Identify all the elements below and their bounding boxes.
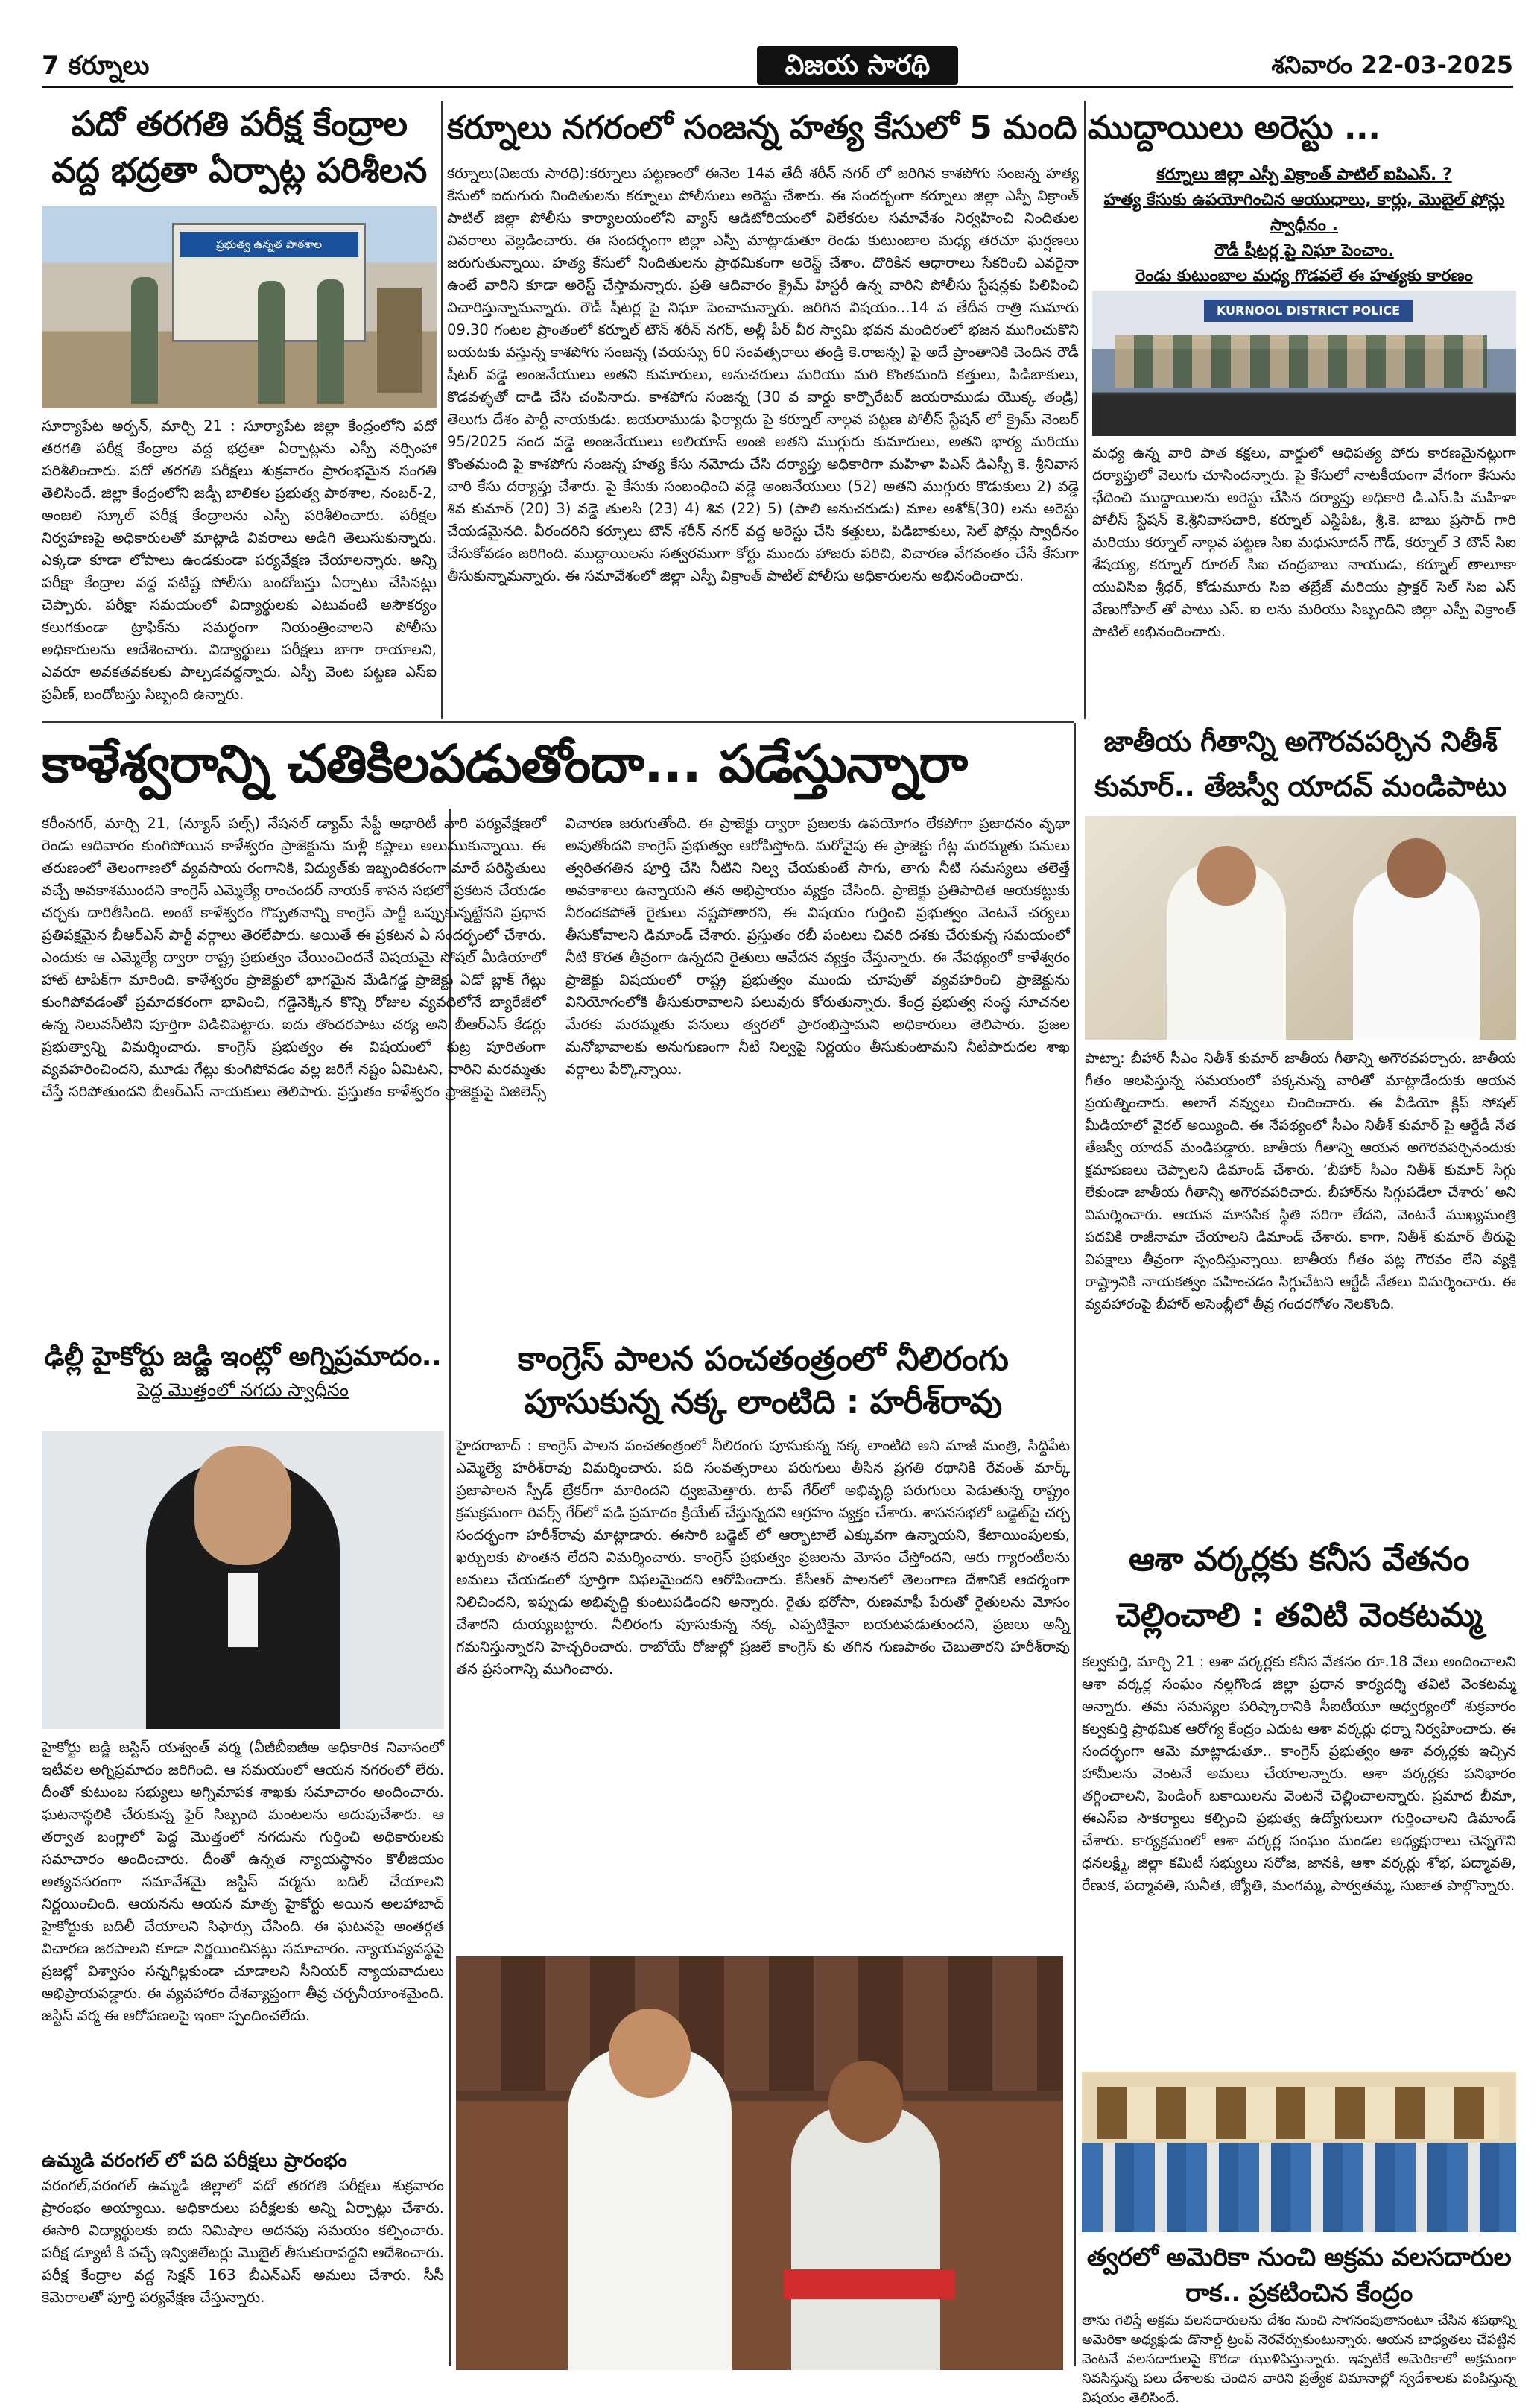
- headline: కాంగ్రెస్ పాలన పంచతంత్రంలో నీలిరంగు పూసుకున్న నక్క లాంటిది : హరీశ్‌రావు: [517, 1340, 1009, 1421]
- page-label: 7 కర్నూలు: [42, 51, 150, 80]
- headline: జాతీయ గీతాన్ని అగౌరవపర్చిన నితీశ్ కుమార్.. తేజస్వీ యాదవ్ మండిపాటు: [1094, 725, 1506, 803]
- story-sp-statement: [1092, 162, 1516, 718]
- story-harish-body: [456, 1435, 1070, 1949]
- school-sign: ప్రభుత్వ ఉన్నత పాఠశాల: [180, 232, 358, 257]
- column-rule: [1074, 723, 1076, 2366]
- date-label: శనివారం 22-03-2025: [1271, 51, 1513, 79]
- key-points: [1092, 162, 1516, 289]
- story-harish-rao: [456, 1338, 1070, 1427]
- headline: ఢిల్లీ హైకోర్టు జడ్జి ఇంట్లో అగ్నిప్రమాదం..: [44, 1342, 442, 1372]
- story-hc-fire-body: [42, 1737, 444, 2139]
- story-warangal-exams: [42, 2146, 444, 2370]
- story-asha-body: [1082, 1651, 1516, 2064]
- headline: ఆశా వర్కర్లకు కనీస వేతనం చెల్లించాలి : తవిటి వెంకటమ్మ: [1115, 1540, 1483, 1634]
- article-body: కల్వకుర్తి, మార్చి 21 : ఆశా వర్కర్లకు కనీస వేతనం రూ.18 వేలు అందించాలని ఆశా వర్కర్ల సంఘం నల్లగొండ జిల్లా ప్రధాన కార్యదర్శి తవిటి వెంకటమ్మ అన్నారు. తమ సమస్యల పరిష్కారానికి సీఐటీయూ ఆధ్వర్యంలో శుక్రవారం కల్వకుర్తి ప్రాథమిక ఆరోగ్య కేంద్రం ఎదుట ఆశా వర్కర్లు ధర్నా నిర్వహించారు. ఈ సందర్భంగా ఆమె మాట్లాడుతూ.. కాంగ్రెస్ ప్రభుత్వం ఆశా వర్కర్లకు ఇచ్చిన హామీలను వెంటనే అమలు చేయాలన్నారు. ఆశా వర్కర్లకు పనిభారం తగ్గించాలని, పెండింగ్ బకాయిలను వెంటనే చెల్లించాలన్నారు. ప్రమాద బీమా, ఈఎస్ఐ సౌకర్యాలు కల్పించి ప్రభుత్వ ఉద్యోగులుగా గుర్తించాలని డిమాండ్ చేశారు. కార్యక్రమంలో ఆశా వర్కర్ల సంఘం మండల అధ్యక్షురాలు చెన్నగౌని ధనలక్ష్మి, జిల్లా కమిటీ సభ్యులు సరోజ, జానకి, ఆశా వర్కర్లు శోభ, పద్మావతి, రేణుక, పద్మావతి, సునీత, జ్యోతి, మంగమ్మ, పార్వతమ్మ, సుజాత పాల్గొన్నారు.: [1082, 1653, 1516, 1894]
- key-point: రౌడీ షీటర్ల పై నిఘా పెంచాం.: [1214, 241, 1394, 260]
- story-murder-body: [447, 162, 1079, 718]
- article-body: మధ్య ఉన్న వారి పాత కక్షలు, వార్డులో ఆధిపత్య పోరు కారణమైనట్లుగా దర్యాప్తులో వెలుగు చూసిందన్నారు. పై కేసులో నాటకీయంగా వేగంగా కేసును ఛేదించి ముద్దాయిలను అరెస్టు చేసిన దర్యాప్తు అధికారి డి.ఎస్.పి మహిళా పోలీస్ స్టేషన్ కె.శ్రీనివాసచారి, కర్నూల్ ఎస్డిపిఓ, శ్రీ.కె. బాబు ప్రసాద్ గారి మరియు కర్నూల్ నాల్గవ పట్టణ సిఐ మధుసూదన్ గౌడ్, కర్నూల్ 3 టౌన్ సిఐ శేషయ్య, కర్నూల్ రూరల్ సిఐ చంద్రబాబు నాయుడు, కర్నూల్ తాలూకా యువిసిఐ శ్రీధర్, కోడుమూరు సిఐ తబ్రేజ్ మరియు ప్రాక్షర్ సెల్ సిఐ ఎస్ వేణుగోపాల్ తో పాటు ఎస్. ఐ లను మరియు సిబ్బందిని జిల్లా ఎస్పీ విక్రాంత్ పాటిల్ అభినందించారు.: [1092, 444, 1516, 640]
- article-body: హైదరాబాద్ : కాంగ్రెస్ పాలన పంచతంత్రంలో నీలిరంగు పూసుకున్న నక్క లాంటిది అని మాజీ మంత్రి, సిద్దిపేట ఎమ్మెల్యే హరీశ్‌రావు విమర్శించారు. పది సంవత్సరాలు పరుగులు తీసిన ప్రగతి రథానికి రేవంత్ మార్క్ ప్రజాపాలన స్పీడ్ బ్రేకర్‌గా మారిందని ధ్వజమెత్తారు. టాప్ గేర్‌లో అభివృద్ధి పరుగులు పెడుతున్న రాష్ట్రం క్రమక్రమంగా రివర్స్ గేర్‌లో పడి ప్రమాదం క్రియేట్ చేస్తున్నదని ఆగ్రహం వ్యక్తం చేశారు. శాసనసభలో బడ్జెట్‌పై చర్చ సందర్భంగా హరీశ్‌రావు మాట్లాడారు. ఈసారి బడ్జెట్ లో ఆర్భాటాలే ఎక్కువగా ఉన్నాయని, కేటాయింపులకు, ఖర్చులకు పొంతన లేదని విమర్శించారు. కాంగ్రెస్ ప్రభుత్వం ప్రజలను మోసం చేస్తోందని, ఆరు గ్యారంటీలను అమలు చేయడంలో పూర్తిగా విఫలమైందని ఆరోపించారు. కేసీఆర్ పాలనలో తెలంగాణ దేశానికే ఆదర్శంగా నిలిచిందని, ఇప్పుడు అభివృద్ధి కుంటుపడిందని అన్నారు. రైతు భరోసా, రుణమాఫీ పేరుతో రైతులను మోసం చేశారని దుయ్యబట్టారు. నీలిరంగు పూసుకున్న నక్క ఎప్పటికైనా బయటపడుతుందని, ప్రజలు అన్నీ గమనిస్తున్నారని హెచ్చరించారు. రాబోయే రోజుల్లో ప్రజలే కాంగ్రెస్ కు తగిన గుణపాఠం చెబుతారని హరీశ్‌రావు తన ప్రసంగాన్ని ముగించారు.: [456, 1437, 1070, 1678]
- asha-protest-photo: [1082, 2072, 1516, 2232]
- headline: పదో తరగతి పరీక్ష కేంద్రాల వద్ద భద్రతా ఏర్పాట్ల పరిశీలన: [51, 104, 427, 190]
- exam-center-photo: [42, 206, 437, 408]
- headline: కర్నూలు నగరంలో సంజన్న హత్య కేసులో 5 మంది ముద్దాయిలు అరెస్టు ...: [447, 109, 1381, 147]
- story-hc-fire: [42, 1338, 444, 1420]
- column-rule: [1084, 101, 1086, 719]
- section-rule: [42, 721, 1074, 723]
- article-body: హైకోర్టు జడ్జి జస్టిస్ యశ్వంత్ వర్మ (వీజీబీఐజీఅ అధికారిక నివాసంలో ఇటీవల అగ్నిప్రమాదం జరిగింది. ఆ సమయంలో ఆయన నగరంలో లేరు. దీంతో కుటుంబ సభ్యులు అగ్నిమాపక శాఖకు సమాచారం అందించారు. ఘటనాస్థలికి చేరుకున్న ఫైర్ సిబ్బంది మంటలను అదుపుచేశారు. ఆ తర్వాత బంగ్లాలో పెద్ద మొత్తంలో నగదును గుర్తించి అధికారులకు సమాచారం అందించారు. దీంతో ఉన్నత న్యాయస్థానం కొలీజియం అత్యవసరంగా సమావేశమై జస్టిస్ వర్మను బదిలీ చేయాలని నిర్ణయించింది. ఆయనను ఆయన మాతృ హైకోర్టు అయిన అలహాబాద్ హైకోర్టుకు బదిలీ చేయాలని సిఫార్సు చేసింది. ఈ ఘటనపై అంతర్గత విచారణ జరపాలని కూడా నిర్ణయించినట్లు సమాచారం. న్యాయవ్యవస్థపై ప్రజల్లో విశ్వాసం సన్నగిల్లకుండా చూడాలని సీనియర్ న్యాయవాదులు అభిప్రాయపడ్డారు. ఈ వ్యవహారం దేశవ్యాప్తంగా తీవ్ర చర్చనీయాంశమైంది. జస్టిస్ వర్మ ఈ ఆరోపణలపై ఇంకా స్పందించలేదు.: [42, 1739, 444, 2024]
- article-body: సూర్యాపేట అర్బన్, మార్చి 21 : సూర్యాపేట జిల్లా కేంద్రంలోని పదో తరగతి పరీక్ష కేంద్రాల వద్ద భద్రతా ఏర్పాట్లను ఎస్పీ నర్సింహా పరిశీలించారు. పదో తరగతి పరీక్షలు శుక్రవారం ప్రారంభమైన సంగతి తెలిసిందే. జిల్లా కేంద్రంలోని జడ్పీ బాలికల ప్రభుత్వ పాఠశాల, నంబర్-2, అంజలి స్కూల్ పరీక్ష కేంద్రాలను ఎస్పీ పరిశీలించారు. పరీక్షల నిర్వహణపై అధికారులతో మాట్లాడి వివరాలు అడిగి తెలుసుకున్నారు. ఎక్కడా కూడా లోపాలు ఉండకుండా పర్యవేక్షణ చేయాలన్నారు. అన్ని పరీక్షా కేంద్రాల వద్ద పటిష్ట పోలీసు బందోబస్తు ఏర్పాటు చేసినట్లు చెప్పారు. పరీక్షా సమయంలో విద్యార్థులకు ఎటువంటి అసౌకర్యం కలుగకుండా ట్రాఫిక్‌ను సమర్థంగా నియంత్రించాలని పోలీసు అధికారులను ఆదేశించారు. విద్యార్థులు పరీక్షలు బాగా రాయాలని, ఎవరూ అవకతవకలకు పాల్పడవద్దన్నారు. ఎస్పీ వెంట పట్టణ ఎస్ఐ ప్రవీణ్, బందోబస్తు సిబ్బంది ఉన్నారు.: [42, 417, 437, 703]
- article-body: వరంగల్,వరంగల్ ఉమ్మడి జిల్లాలో పదో తరగతి పరీక్షలు శుక్రవారం ప్రారంభం అయ్యాయి. అధికారులు పరీక్షలకు అన్ని ఏర్పాట్లు చేశారు. ఈసారి విద్యార్థులకు ఐదు నిమిషాల అదనపు సమయం కల్పించారు. పరీక్ష డ్యూటీ కి వచ్చే ఇన్విజిలేటర్లు మొబైల్ తీసుకురావద్దని ఆదేశించారు. పరీక్ష కేంద్రాల వద్ద సెక్షన్ 163 బీఎన్ఎస్ అమలు చేశారు. సీసీ కెమెరాలతో పూర్తి పర్యవేక్షణ చేస్తున్నారు.: [42, 2176, 444, 2306]
- nitish-photo: [1085, 816, 1516, 1040]
- article-body: పాట్నా: బీహార్ సీఎం నితీశ్ కుమార్ జాతీయ గీతాన్ని అగౌరవపర్చారు. జాతీయ గీతం ఆలపిస్తున్న సమయంలో పక్కనున్న వారితో మాట్లాడేందుకు ఆయన ప్రయత్నించారు. అలాగే నవ్వులు చిందించారు. ఈ వీడియో క్లిప్ సోషల్ మీడియాలో వైరల్ అయ్యింది. ఈ నేపథ్యంలో సీఎం నితీశ్ కుమార్ పై ఆర్జేడీ నేత తేజస్వీ యాదవ్ మండిపడ్డారు. జాతీయ గీతాన్ని ఆయన అగౌరవపర్చినందుకు క్షమాపణలు చెప్పాలని డిమాండ్ చేశారు. ‘బీహార్ సీఎం నితీశ్ కుమార్ సిగ్గు లేకుండా జాతీయ గీతాన్ని అగౌరవపరిచారు. బీహార్‌ను సిగ్గుపడేలా చేశారు’ అని విమర్శించారు. ఆయన మానసిక స్థితి సరిగా లేదని, వెంటనే ముఖ్యమంత్రి పదవికి రాజీనామా చేయాలని డిమాండ్ చేశారు. కాగా, నితీశ్ కుమార్ తీరుపై విపక్షాలు తీవ్రంగా స్పందిస్తున్నాయి. జాతీయ గీతం పట్ల గౌరవం లేని వ్యక్తి రాష్ట్రానికి నాయకత్వం వహించడం సిగ్గుచేటని ఆర్జేడీ నేతలు విమర్శించారు. ఈ వ్యవహారంపై బీహార్ అసెంబ్లీలో తీవ్ర గందరగోళం నెలకొంది.: [1085, 1050, 1516, 1312]
- headline: ఉమ్మడి వరంగల్ లో పది పరీక్షలు ప్రారంభం: [42, 2149, 347, 2171]
- key-point: రెండు కుటుంబాల మధ్య గొడవలే ఈ హత్యకు కారణం: [1135, 267, 1473, 285]
- story-kaleshwaram-body: [42, 812, 1070, 1334]
- article-body: కర్నూలు(విజయ సారథి):కర్నూలు పట్టణంలో ఈనెల 14వ తేదీ శరీన్ నగర్ లో జరిగిన కాశపోగు సంజన్న హత్య కేసులో ఐదుగురు నిందితులను కర్నూలు పోలీసులు అరెస్టు చేశారు. ఈ సందర్భంగా కర్నూలు జిల్లా ఎస్పీ విక్రాంత్ పాటిల్ జిల్లా పోలీసు కార్యాలయంలోని వ్యాస్ ఆడిటోరియంలో విలేకరుల సమావేశం నిర్వహించి నిందితుల వివరాలు వెల్లడించారు. ఈ సందర్భంగా జిల్లా ఎస్పీ మాట్లాడుతూ రెండు కుటుంబాల మధ్య తరచూ ఘర్షణలు జరుగుతున్నాయి. హత్య కేసులో నిందితులను ప్రాథమికంగా అరెస్ట్ చేశాం. దొరికిన ఆధారాలు సేకరించి ఎవరైనా ఉంటే వారిని కూడా అరెస్ట్ చేస్తామన్నారు. ప్రతి ఆదివారం క్రైమ్ హిస్టరీ ఉన్న వారిని పోలీసు స్టేషన్లకు పిలిపించి విచారిస్తున్నామన్నారు. రౌడీ షీటర్ల పై నిఘా పెంచామన్నారు. జరిగిన విషయం...14 వ తేదీన రాత్రి సుమారు 09.30 గంటల ప్రాంతంలో కర్నూల్ టౌన్ శరీన్ నగర్, అల్లీ పీర్ వీర స్వామి భవన మందిరంలో భజన ముగించుకొని బయటకు వస్తున్న కాశపోగు సంజన్న (వయస్సు 60 సంవత్సరాలు తండ్రి కె.రాజన్న) పై అదే ప్రాంతానికి చెందిన రౌడీ షీటర్ వడ్డె అంజనేయులు అతని కుమారులు, అనుచరులు మరియు మరి కొంతమంది కత్తులు, పిడిబాకులు, కొడవళ్ళతో దాడి చేసి చంపినారు. కాశపోగు సంజన్న (30 వ వార్డు కార్పొరేటర్ జయరాముడు యొక్క తండ్రి) తెలుగు దేశం పార్టీ నాయకుడు. జయరాముడు ఫిర్యాదు పై కర్నూల్ నాల్గవ పట్టణ పోలీస్ స్టేషన్ లో క్రైమ్ నెంబర్ 95/2025 నంద వడ్డె అంజనేయులు అలియాస్ అంజి అతని ముగ్గురు కుమారులు, అతని భార్య మరియు కొంతమంది పై కాశపోగు సంజన్న హత్య కేసు నమోదు చేసి దర్యాప్తు అధికారిగా మహిళా పిఎస్ డిఎస్పీ కె. శ్రీనివాస చారి కేసు దర్యాప్తు చేశారు. పై కేసుకు సంబంధించి వడ్డె అంజనేయులు (52) అతని ముగ్గురు కొడుకులు 2) వడ్డె శివ కుమార్ (20) 3) వడ్డె తులసి (23) 4) శివ (22) 5) (పాలి అనుచరుడు) మాల అశోక్(30) లను అరెస్టు చేయడమైనది. వీరందరిని కర్నూలు టౌన్ శరీన్ నగర్ వద్ద అరెస్టు చేసి కత్తులు, పిడిబాకులు, సెల్ ఫోన్లు స్వాధీనం చేసుకోవడం జరిగింది. ముద్దాయిలను సత్వరముగా కోర్టు ముందు హాజరు పరిచి, విచారణ వేగవంతం చేసే కేసుగా తీసుకున్నామన్నారు. ఈ సమావేశంలో జిల్లా ఎస్పీ విక్రాంత్ పాటిల్ పోలీసు అధికారులను అభినందించారు.: [447, 165, 1079, 584]
- masthead: [42, 46, 1513, 88]
- police-banner: KURNOOL DISTRICT POLICE: [1204, 300, 1413, 322]
- judge-photo: [42, 1431, 444, 1729]
- story-us-immigrants: [1082, 2240, 1516, 2406]
- subheadline: పెద్ద మొత్తంలో నగదు స్వాధీనం: [137, 1380, 349, 1400]
- column-rule: [441, 101, 443, 719]
- story-murder-case: [447, 104, 1516, 157]
- story-kaleshwaram: [42, 727, 1070, 809]
- key-point: కర్నూలు జిల్లా ఎస్పీ విక్రాంత్ పాటిల్ ఐపిఎస్. ?: [1156, 165, 1452, 184]
- article-body: కరీంనగర్, మార్చి 21, (న్యూస్ పల్స్) నేషనల్ డ్యామ్ సేఫ్టీ అథారిటీ వారి పర్యవేక్షణలో రెండు ఆదివారం కుంగిపోయిన కాళేశ్వరం ప్రాజెక్టును మళ్లీ కష్టాలు అలుముకున్నాయి. ఈ తరుణంలో తెలంగాణలో వ్యవసాయ రంగానికి, విద్యుత్‌కు ఇబ్బందికరంగా మారే పరిస్థితులు వచ్చే అవకాశముందని కాంగ్రెస్ ఎమ్మెల్యే రాంచందర్ నాయక్ శాసన సభలో ప్రకటన చేయడం చర్చకు దారితీసింది. అంటే కాళేశ్వరం గొప్పతనాన్ని కాంగ్రెస్ పార్టీ ఒప్పుకున్నట్టేనని ప్రధాన ప్రతిపక్షమైన బీఆర్ఎస్ పార్టీ వర్గాలు తెరలేపారు. అయితే ఈ ప్రకటన ఏ సందర్భంలో చేశారు. ఎందుకు ఆ ఎమ్మెల్యే ద్వారా రాష్ట్ర ప్రభుత్వం చేయించిందనే విషయమై సోషల్ మీడియాలో హాట్ టాపిక్‌గా మారింది. కాళేశ్వరం ప్రాజెక్టులో భాగమైన మేడిగడ్డ ప్రాజెక్టు ఏడో బ్లాక్ గేట్లు కుంగిపోవడంతో ప్రమాదకరంగా భావించి, గడ్డెనెక్కిన కొన్ని రోజుల వ్యవధిలోనే బ్యారేజీలో ఉన్న నిలువనీటిని పూర్తిగా విడిచిపెట్టారు. ఐదు తొందరపాటు చర్య అని బీఆర్ఎస్ కేడర్లు ప్రభుత్వాన్ని విమర్శించారు. కాంగ్రెస్ ప్రభుత్వం ఈ విషయంలో కుట్ర పూరితంగా వ్యవహరించిందని, మూడు గేట్లు కుంగిపోవడం వల్ల జరిగే నష్టం ఏమిటని, వారిని మరమ్మతు చేస్తే సరిపోతుందని బీఆర్ఎస్ నాయకులు తెలిపారు. ప్రస్తుతం కాళేశ్వరం ప్రాజెక్టుపై విజిలెన్స్ విచారణ జరుగుతోంది. ఈ ప్రాజెక్టు ద్వారా ప్రజలకు ఉపయోగం లేకపోగా ప్రజాధనం వృథా అవుతోందని కాంగ్రెస్ ప్రభుత్వం ఆరోపిస్తోంది. మరోవైపు ఈ ప్రాజెక్టు గేట్ల మరమ్మతు పనులు త్వరితగతిన పూర్తి చేసి నీటిని నిల్వ చేయకుంటే సాగు, తాగు నీటి సమస్యలు తలెత్తే అవకాశాలు ఉన్నాయని తన అభిప్రాయం వ్యక్తం చేసింది. ప్రాజెక్టు ప్రతిపాదిత ఆయకట్టుకు నీరందకపోతే రైతులు నష్టపోతారని, ఈ విషయం గుర్తించి ప్రభుత్వం వెంటనే చర్యలు తీసుకోవాలని డిమాండ్ చేశారు. ప్రస్తుతం రబీ పంటలు చివరి దశకు చేరుకున్న సమయంలో నీటి కొరత తీవ్రంగా ఉన్నదని రైతులు ఆవేదన వ్యక్తం చేస్తున్నారు. ఈ నేపథ్యంలో కాళేశ్వరం ప్రాజెక్టు విషయంలో రాష్ట్ర ప్రభుత్వం ముందు చూపుతో వ్యవహరించి ప్రాజెక్టును వినియోగంలోకి తీసుకురావాలని పలువురు కోరుతున్నారు. కేంద్ర ప్రభుత్వ సంస్థ సూచనల మేరకు మరమ్మతు పనులు త్వరలో ప్రారంభిస్తామని అధికారులు తెలిపారు. ప్రజల మనోభావాలకు అనుగుణంగా నీటి నిల్వపై నిర్ణయం తీసుకుంటామని నీటిపారుదల శాఖ వర్గాలు పేర్కొన్నాయి.: [42, 815, 1070, 1100]
- article-body: తాను గెలిస్తే అక్రమ వలసదారులను దేశం నుంచి సాగనంపుతానంటూ చేసిన శపథాన్ని అమెరికా అధ్యక్షుడు డొనాల్డ్ ట్రంప్ నెరవేర్చుకుంటున్నారు. ఆయన బాధ్యతలు చేపట్టిన వెంటనే వలసదారులపై కొరడా ఝుళిపిస్తున్నారు. ఇప్పటికే అమెరికాలో అక్రమంగా నివసిస్తున్న పలు దేశాలకు చెందిన వారిని ప్రత్యేక విమానాల్లో స్వదేశాలకు పంపిస్తున్న విషయం తెలిసిందే.: [1082, 2313, 1516, 2406]
- story-nitish: [1085, 719, 1516, 1528]
- key-point: హత్య కేసుకు ఉపయోగించిన ఆయుధాలు, కార్లు, మొబైల్ ఫోన్లు స్వాధీనం .: [1103, 191, 1505, 235]
- paper-name: విజయ సారథి: [757, 46, 958, 85]
- assembly-photo: [456, 1956, 1063, 2370]
- story-exam-centers: [42, 101, 437, 715]
- headline: కాళేశ్వరాన్ని చతికిలపడుతోందా... పడేస్తున్నారా: [42, 733, 968, 794]
- headline: త్వరలో అమెరికా నుంచి అక్రమ వలసదారుల రాక.. ప్రకటించిన కేంద్రం: [1086, 2243, 1512, 2308]
- press-meet-photo: [1092, 291, 1516, 436]
